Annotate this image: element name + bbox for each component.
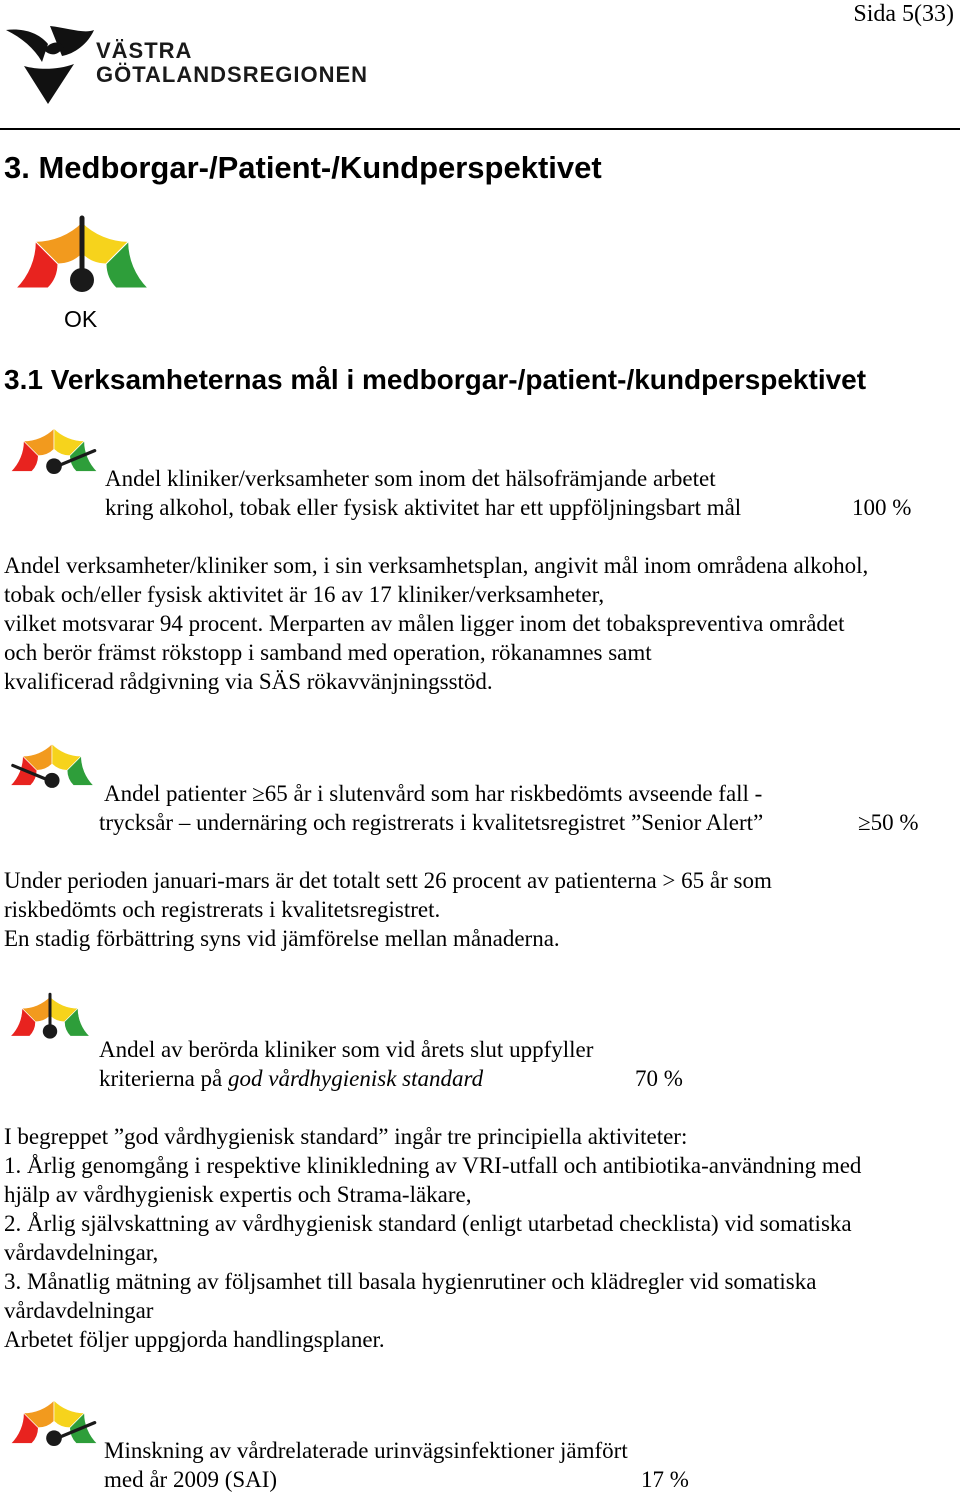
logo-emblem-icon (4, 26, 96, 106)
indicator-3-target: 70 % (635, 1066, 683, 1091)
gauge-hub (70, 268, 94, 292)
indicator-3-label-italic: god vårdhygienisk standard (227, 1066, 484, 1091)
indicator-3-paragraph (4, 1122, 861, 1354)
indicator-1-gauge-icon (8, 414, 100, 474)
indicator-2-label-line-1: Andel patienter ≥65 år i slutenvård som har riskbedömts avseende fall - (104, 781, 763, 806)
gauge-hub (46, 1430, 62, 1446)
indicator-1-label-line-1: Andel kliniker/verksamheter som inom det hälsofrämjande arbetet (105, 466, 716, 491)
gauge-hub (43, 1024, 57, 1038)
indicator-4-label-line-1: Minskning av vårdrelaterade urinvägsinfektioner jämfört (104, 1438, 628, 1463)
logo (4, 26, 404, 106)
indicator-1-target: 100 % (852, 495, 912, 520)
paragraph-line: 1. Årlig genomgång i respektive klinikledning av VRI-utfall och antibiotika-användning med (4, 1153, 862, 1178)
header-divider (0, 128, 960, 130)
paragraph-line: En stadig förbättring syns vid jämförelse mellan månaderna. (4, 926, 560, 951)
paragraph-line: 3. Månatlig mätning av följsamhet till basala hygienrutiner och klädregler vid somatiska (4, 1269, 817, 1294)
indicator-1-paragraph (4, 551, 868, 696)
indicator-4-target: 17 % (641, 1467, 689, 1492)
indicator-4-label-line-2: med år 2009 (SAI) (104, 1467, 278, 1492)
paragraph-line: hjälp av vårdhygienisk expertis och Strama-läkare, (4, 1182, 472, 1207)
section-title: 3. Medborgar-/Patient-/Kundperspektivet (4, 150, 602, 185)
indicator-3-label-line-2 (99, 1064, 483, 1093)
paragraph-line: riskbedömts och registrerats i kvalitetsregistret. (4, 897, 441, 922)
indicator-2-label-line-2: trycksår – undernäring och registrerats i kvalitetsregistret ”Senior Alert” (99, 810, 764, 835)
paragraph-line: Andel verksamheter/kliniker som, i sin verksamhetsplan, angivit mål inom områdena alkohol, (4, 553, 869, 578)
indicator-3-gauge-icon (8, 982, 92, 1040)
paragraph-line: vårdavdelningar (4, 1298, 154, 1323)
paragraph-line: 2. Årlig självskattning av vårdhygienisk standard (enligt utarbetad checklista) vid somatiska (4, 1211, 852, 1236)
indicator-2-paragraph (4, 866, 772, 953)
page-number: Sida 5(33) (853, 1, 954, 27)
indicator-1-label-line-2: kring alkohol, tobak eller fysisk aktivitet har ett uppföljningsbart mål (105, 495, 742, 520)
indicator-4-gauge-icon (8, 1386, 100, 1446)
gauge-hub (44, 773, 59, 788)
paragraph-line: vilket motsvarar 94 procent. Merparten av målen ligger inom det tobakspreventiva området (4, 611, 845, 636)
paragraph-line: Arbetet följer uppgjorda handlingsplaner. (4, 1327, 385, 1352)
paragraph-line: kvalificerad rådgivning via SÄS rökavvänjningsstöd. (4, 669, 493, 694)
indicator-3-label-line-1: Andel av berörda kliniker som vid årets slut uppfyller (99, 1037, 594, 1062)
indicator-3-label-plain: kriterierna på (99, 1066, 228, 1091)
logo-line-1: VÄSTRA (96, 38, 193, 63)
gauge-hub (46, 458, 62, 474)
main-gauge-icon (12, 200, 152, 304)
indicator-2-target: ≥50 % (858, 810, 919, 835)
subsection-title: 3.1 Verksamheternas mål i medborgar-/patient-/kundperspektivet (4, 364, 867, 395)
paragraph-line: I begreppet ”god vårdhygienisk standard” ingår tre principiella aktiviteter: (4, 1124, 688, 1149)
paragraph-line: och berör främst rökstopp i samband med operation, rökanamnes samt (4, 640, 652, 665)
paragraph-line: vårdavdelningar, (4, 1240, 159, 1265)
status-label: OK (64, 306, 98, 332)
logo-line-2: GÖTALANDSREGIONEN (96, 62, 369, 87)
indicator-2-gauge-icon (8, 730, 96, 788)
paragraph-line: tobak och/eller fysisk aktivitet är 16 av 17 kliniker/verksamheter, (4, 582, 605, 607)
paragraph-line: Under perioden januari-mars är det totalt sett 26 procent av patienterna > 65 år som (4, 868, 772, 893)
